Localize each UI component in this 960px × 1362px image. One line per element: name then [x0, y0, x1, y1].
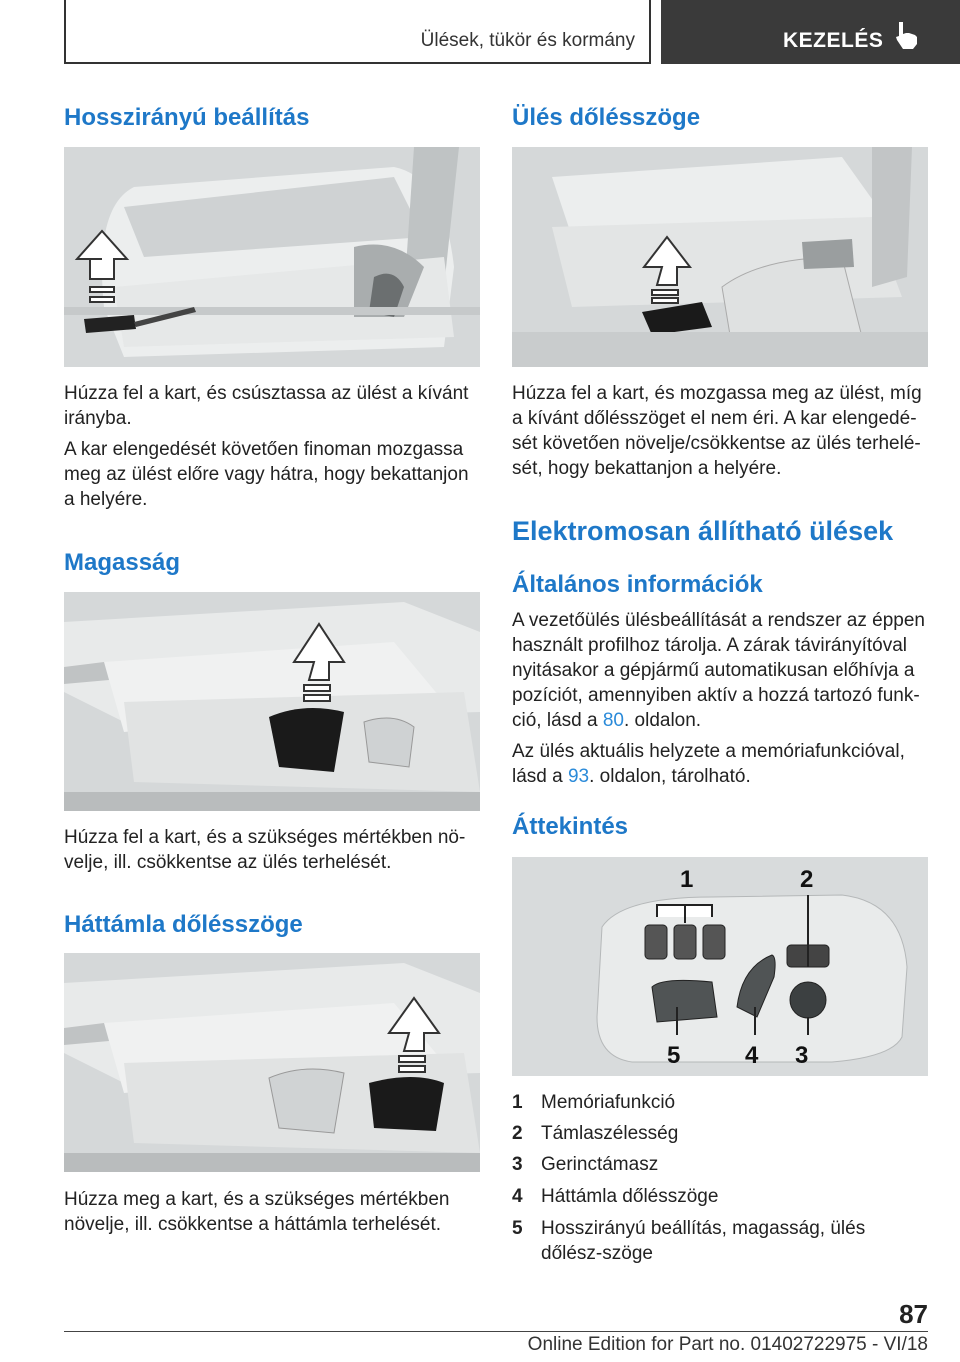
- callout-5: 5: [667, 1042, 681, 1069]
- seat-controls-overview-image: [512, 857, 928, 1076]
- legend-text: Támlaszélesség: [541, 1123, 679, 1144]
- paragraph: A kar elengedését követően finoman mozgassa meg az ülést előre vagy hátra, hogy bekattanjon a helyére.: [64, 439, 469, 510]
- paragraph: Húzza fel a kart, és csúsztassa az ülést a kívánt irányba.: [64, 383, 469, 429]
- callout-2: 2: [800, 866, 814, 893]
- footer-edition: Online Edition for Part no. 01402722975 - VI/18: [527, 1334, 928, 1355]
- legend-text: Hosszirányú beállítás, magasság, ülés dőlész‐szöge: [541, 1218, 866, 1264]
- legend-text: Memóriafunkció: [541, 1092, 676, 1113]
- seat-height-image: [64, 592, 480, 811]
- page-number: 87: [899, 1299, 928, 1329]
- callout-1: 1: [680, 866, 694, 893]
- section-title-overview: Áttekintés: [512, 813, 629, 840]
- section-title-backrest: Háttámla dőlésszöge: [64, 911, 303, 938]
- pointing-hand-icon: [895, 22, 921, 50]
- paragraph-memory: Az ülés aktuális helyzete a memóriafunkcióval, lásd a 93. oldalon, tárolható.: [512, 741, 905, 787]
- section-title-seat-tilt: Ülés dőlésszöge: [512, 104, 701, 131]
- paragraph: Húzza fel a kart, és mozgassa meg az ülést, míg a kívánt dőlésszöget el nem éri. A kar elengedé‐sét követően növelje/csökkentse az ülés terhelé‐sét, hogy bekattanjon a helyére.: [512, 383, 922, 479]
- callout-4: 4: [745, 1042, 759, 1069]
- paragraph-general-info: A vezetőülés ülésbeállítását a rendszer az éppen használt profilhoz tárolja. A zárak távirányítóval nyitásakor a gépjármű automatikusan előhívja a pozíciót, amennyiben aktív a hozzá tartozó funk‐ció, lásd a 80. oldalon.: [512, 610, 925, 731]
- legend-text: Gerinctámasz: [541, 1154, 659, 1175]
- footer-divider: [64, 1331, 928, 1332]
- heading-electric-seats: Elektromosan állítható ülések: [512, 516, 894, 546]
- header-title-box: [64, 0, 651, 64]
- section-title-longitudinal: Hosszirányú beállítás: [64, 104, 310, 131]
- page-link-80[interactable]: 80: [602, 710, 624, 731]
- legend-number: 5: [512, 1218, 523, 1239]
- legend-number: 1: [512, 1092, 523, 1113]
- seat-longitudinal-image: [64, 147, 480, 367]
- callout-3: 3: [795, 1042, 809, 1069]
- legend-number: 4: [512, 1186, 523, 1207]
- paragraph: Húzza fel a kart, és a szükséges mértékben nö‐velje, ill. csökkentse az ülés terhelését.: [64, 827, 466, 873]
- chapter-title: Ülések, tükör és kormány: [420, 30, 635, 51]
- chapter-tab-label: KEZELÉS: [783, 29, 884, 52]
- paragraph: Húzza meg a kart, és a szükséges mértékben növelje, ill. csökkentse a háttámla terhelését.: [64, 1189, 450, 1235]
- chapter-tab[interactable]: [661, 0, 960, 64]
- seat-backrest-image: [64, 953, 480, 1172]
- legend-number: 2: [512, 1123, 523, 1144]
- legend-number: 3: [512, 1154, 523, 1175]
- section-title-height: Magasság: [64, 549, 181, 576]
- legend-text: Háttámla dőlésszöge: [541, 1186, 719, 1207]
- section-title-general-info: Általános információk: [512, 571, 763, 598]
- seat-tilt-image: [512, 147, 928, 367]
- page-link-93[interactable]: 93: [567, 766, 590, 787]
